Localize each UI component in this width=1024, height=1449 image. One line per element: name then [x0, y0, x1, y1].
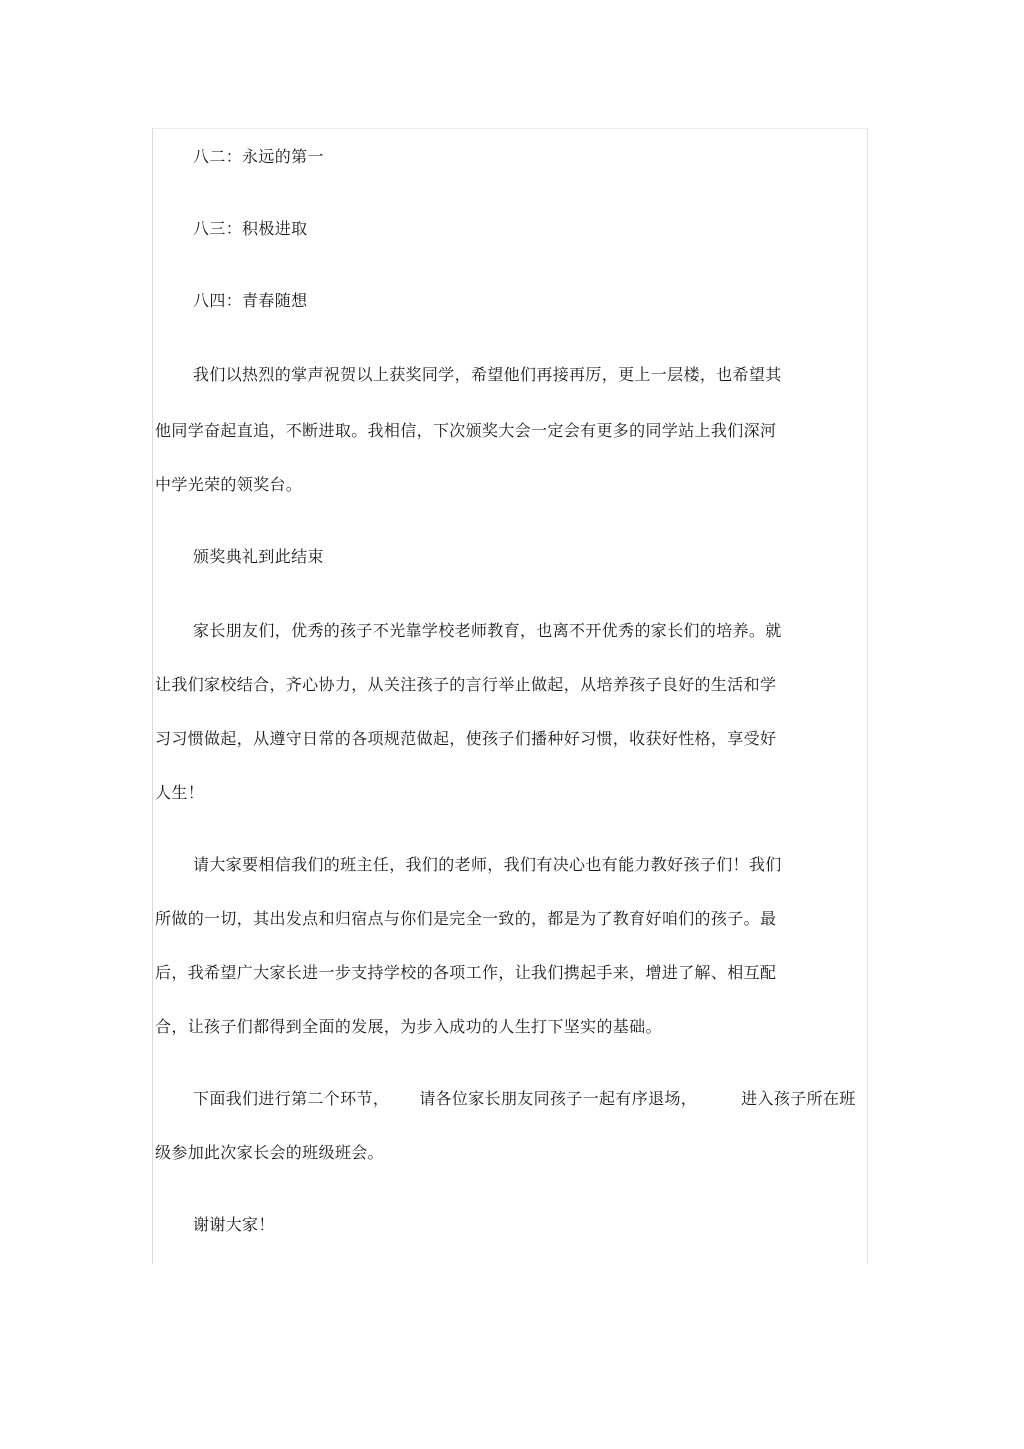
award-item: 八二：永远的第一 [193, 147, 324, 166]
paragraph-line: 让我们家校结合，齐心协力，从关注孩子的言行举止做起，从培养孩子良好的生活和学 [155, 675, 777, 694]
award-item: 八四：青春随想 [193, 291, 308, 310]
paragraph-segment: 下面我们进行第二个环节， [193, 1089, 390, 1108]
paragraph-line [193, 1089, 856, 1109]
paragraph-line: 所做的一切，其出发点和归宿点与你们是完全一致的，都是为了教育好咱们的孩子。最 [155, 909, 777, 928]
award-item: 八三：积极进取 [193, 219, 308, 238]
paragraph-line: 后，我希望广大家长进一步支持学校的各项工作，让我们携起手来，增进了解、相互配 [155, 963, 777, 982]
document-page [152, 128, 868, 1264]
paragraph-line: 中学光荣的领奖台。 [155, 475, 303, 494]
paragraph-line: 家长朋友们，优秀的孩子不光靠学校老师教育，也离不开优秀的家长们的培养。就 [193, 621, 782, 640]
paragraph-line: 他同学奋起直追，不断进取。我相信，下次颁奖大会一定会有更多的同学站上我们深河 [155, 421, 777, 440]
paragraph-line: 我们以热烈的掌声祝贺以上获奖同学，希望他们再接再厉，更上一层楼，也希望其 [193, 365, 782, 384]
paragraph-line: 习习惯做起，从遵守日常的各项规范做起，使孩子们播种好习惯，收获好性格，享受好 [155, 729, 777, 748]
paragraph-line: 级参加此次家长会的班级班会。 [155, 1143, 384, 1162]
paragraph-segment: 进入孩子所在班 [741, 1089, 856, 1108]
thanks-line: 谢谢大家！ [193, 1215, 275, 1234]
paragraph-line: 人生！ [155, 783, 205, 802]
paragraph-line: 合，让孩子们都得到全面的发展，为步入成功的人生打下坚实的基础。 [155, 1017, 662, 1036]
closing-line: 颁奖典礼到此结束 [193, 547, 324, 566]
paragraph-line: 请大家要相信我们的班主任，我们的老师，我们有决心也有能力教好孩子们！我们 [193, 855, 782, 874]
paragraph-segment: 请各位家长朋友同孩子一起有序退场， [419, 1089, 698, 1108]
